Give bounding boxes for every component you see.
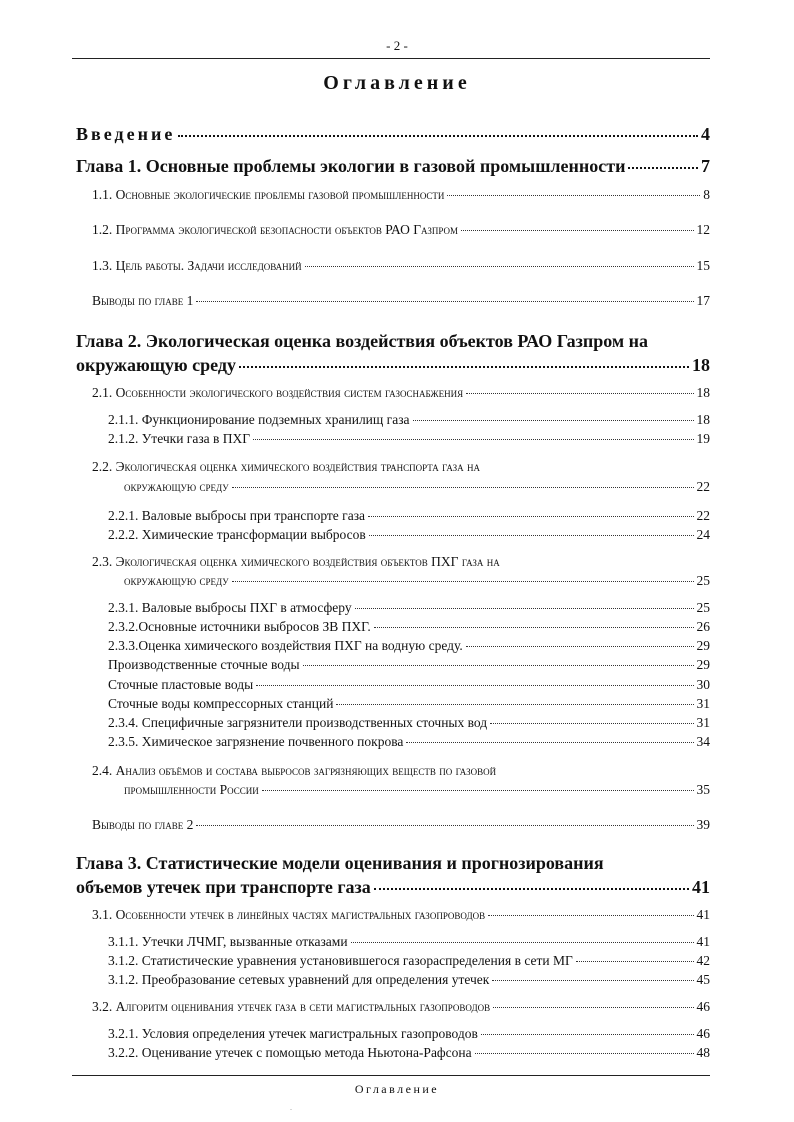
toc-label: Сточные пластовые воды bbox=[108, 677, 254, 692]
toc-page: 31 bbox=[696, 696, 710, 711]
toc-subsection-3-1-2a[interactable] bbox=[108, 953, 710, 969]
leader-dots bbox=[178, 134, 698, 137]
toc-page: 12 bbox=[696, 222, 710, 237]
toc-label: Введение bbox=[76, 124, 176, 144]
toc-subsection-2-3-2[interactable] bbox=[108, 619, 710, 635]
toc-item-compressor-wastewater[interactable] bbox=[108, 696, 710, 712]
toc-label: 2.3.1. Валовые выбросы ПХГ в атмосферу bbox=[108, 600, 352, 615]
leader-dots bbox=[481, 1033, 694, 1035]
toc-page: 8 bbox=[703, 187, 710, 202]
toc-subsection-2-2-2[interactable] bbox=[108, 527, 710, 543]
toc-page: 46 bbox=[696, 999, 710, 1014]
leader-dots bbox=[303, 664, 694, 666]
toc-page: 22 bbox=[696, 479, 710, 494]
toc-intro[interactable] bbox=[76, 124, 710, 145]
toc-label: окружающую среду bbox=[124, 479, 229, 494]
leader-dots bbox=[447, 194, 700, 196]
toc-label: Выводы по главе 1 bbox=[92, 293, 194, 308]
toc-page: 4 bbox=[701, 124, 710, 144]
toc-section-2-4-line1[interactable]: 2.4. Анализ объёмов и состава выбросов загрязняющих веществ по газовой bbox=[92, 763, 497, 778]
toc-label: 3.1.2. Статистические уравнения установившегося газораспределения в сети МГ bbox=[108, 953, 573, 968]
toc-chapter-2[interactable] bbox=[76, 355, 710, 376]
leader-dots bbox=[355, 607, 694, 609]
toc-page: 45 bbox=[696, 972, 710, 987]
toc-section-2-4[interactable] bbox=[124, 782, 710, 798]
toc-page: 35 bbox=[696, 782, 710, 797]
toc-label: окружающую среду bbox=[124, 573, 229, 588]
toc-page: 18 bbox=[696, 385, 710, 400]
toc-page: 39 bbox=[696, 817, 710, 832]
toc-label: 2.1.1. Функционирование подземных хранилищ газа bbox=[108, 412, 410, 427]
toc-chapter-3[interactable] bbox=[76, 877, 710, 898]
toc-page: 24 bbox=[696, 527, 710, 542]
toc-page: 41 bbox=[696, 934, 710, 949]
toc-label: окружающую среду bbox=[76, 355, 237, 375]
toc-section-2-2-line1[interactable]: 2.2. Экологическая оценка химического воздействия транспорта газа на bbox=[92, 459, 481, 474]
toc-chapter-2-line1[interactable]: Глава 2. Экологическая оценка воздействия объектов РАО Газпром на bbox=[76, 331, 648, 351]
toc-page: 48 bbox=[696, 1045, 710, 1060]
leader-dots bbox=[336, 703, 693, 705]
toc-page: 29 bbox=[696, 657, 710, 672]
leader-dots bbox=[576, 960, 694, 962]
toc-label: 2.3.5. Химическое загрязнение почвенного покрова bbox=[108, 734, 404, 749]
toc-section-1-1[interactable] bbox=[92, 187, 710, 203]
leader-dots bbox=[232, 486, 694, 488]
footer-rule bbox=[72, 1075, 710, 1076]
footer-title: Оглавление bbox=[354, 1082, 440, 1096]
leader-dots bbox=[256, 684, 693, 686]
toc-section-3-1[interactable] bbox=[92, 907, 710, 923]
toc-label: 3.2.2. Оценивание утечек с помощью метода Ньютона-Рафсона bbox=[108, 1045, 472, 1060]
toc-page: 18 bbox=[692, 355, 710, 375]
toc-label: Выводы по главе 2 bbox=[92, 817, 194, 832]
toc-subsection-3-2-2[interactable] bbox=[108, 1045, 710, 1061]
toc-label: 2.3.4. Специфичные загрязнители производственных сточных вод bbox=[108, 715, 488, 730]
toc-label: 2.2.1. Валовые выбросы при транспорте газа bbox=[108, 508, 366, 523]
toc-page: 30 bbox=[696, 677, 710, 692]
toc-subsection-2-1-2[interactable] bbox=[108, 431, 710, 447]
toc-page: 29 bbox=[696, 638, 710, 653]
toc-label: 3.1.1. Утечки ЛЧМГ, вызванные отказами bbox=[108, 934, 348, 949]
leader-dots bbox=[406, 741, 693, 743]
toc-subsection-2-3-3[interactable] bbox=[108, 638, 710, 654]
toc-page: 34 bbox=[696, 734, 710, 749]
toc-page: 22 bbox=[696, 508, 710, 523]
leader-dots bbox=[232, 580, 694, 582]
toc-label: 2.1. Особенности экологического воздействия систем газоснабжения bbox=[92, 385, 464, 400]
toc-label: 3.2. Алгоритм оценивания утечек газа в сети магистральных газопроводов bbox=[92, 999, 491, 1014]
toc-label: Глава 1. Основные проблемы экологии в газовой промышленности bbox=[76, 156, 626, 176]
toc-chapter-1[interactable] bbox=[76, 156, 710, 177]
toc-page: 25 bbox=[696, 573, 710, 588]
toc-item-production-wastewater[interactable] bbox=[108, 657, 710, 673]
toc-subsection-2-1-1[interactable] bbox=[108, 412, 710, 428]
toc-section-1-2[interactable] bbox=[92, 222, 710, 238]
toc-section-3-2[interactable] bbox=[92, 999, 710, 1015]
leader-dots bbox=[239, 365, 689, 368]
toc-page: 46 bbox=[696, 1026, 710, 1041]
toc-label: 1.1. Основные экологические проблемы газовой промышленности bbox=[92, 187, 445, 202]
toc-label: 2.3.3.Оценка химического воздействия ПХГ на водную среду. bbox=[108, 638, 463, 653]
toc-label: 1.2. Программа экологической безопасности объектов РАО Газпром bbox=[92, 222, 458, 237]
leader-dots bbox=[493, 1006, 693, 1008]
toc-conclusions-2[interactable] bbox=[92, 817, 710, 833]
toc-subsection-3-2-1[interactable] bbox=[108, 1026, 710, 1042]
leader-dots bbox=[413, 419, 694, 421]
toc-page: 25 bbox=[696, 600, 710, 615]
toc-section-2-2[interactable] bbox=[124, 479, 710, 495]
toc-page: 41 bbox=[692, 877, 710, 897]
leader-dots bbox=[368, 515, 693, 517]
leader-dots bbox=[492, 979, 693, 981]
leader-dots bbox=[196, 300, 693, 302]
toc-item-formation-wastewater[interactable] bbox=[108, 677, 710, 693]
toc-section-1-3[interactable] bbox=[92, 258, 710, 274]
leader-dots bbox=[351, 941, 694, 943]
leader-dots bbox=[253, 438, 693, 440]
toc-label: 2.1.2. Утечки газа в ПХГ bbox=[108, 431, 251, 446]
leader-dots bbox=[369, 534, 694, 536]
toc-page: 7 bbox=[701, 156, 710, 176]
toc-subsection-3-1-2b[interactable] bbox=[108, 972, 710, 988]
toc-label: промышленности России bbox=[124, 782, 259, 797]
leader-dots bbox=[461, 229, 694, 231]
leader-dots bbox=[196, 824, 693, 826]
toc-page: 17 bbox=[696, 293, 710, 308]
toc-label: Производственные сточные воды bbox=[108, 657, 300, 672]
page-number: - 2 - bbox=[386, 38, 408, 53]
toc-label: 1.3. Цель работы. Задачи исследований bbox=[92, 258, 302, 273]
toc-subsection-3-1-1[interactable] bbox=[108, 934, 710, 950]
toc-section-2-3[interactable] bbox=[124, 573, 710, 589]
toc-page: 15 bbox=[696, 258, 710, 273]
toc-label: 3.1.2. Преобразование сетевых уравнений для определения утечек bbox=[108, 972, 490, 987]
toc-label: 3.1. Особенности утечек в линейных частях магистральных газопроводов bbox=[92, 907, 486, 922]
leader-dots bbox=[488, 914, 693, 916]
toc-page: 26 bbox=[696, 619, 710, 634]
toc-page: 18 bbox=[696, 412, 710, 427]
toc-page: 31 bbox=[696, 715, 710, 730]
toc-page: 19 bbox=[696, 431, 710, 446]
toc-section-2-1[interactable] bbox=[92, 385, 710, 401]
toc-subsection-2-2-1[interactable] bbox=[108, 508, 710, 524]
toc-page: 42 bbox=[696, 953, 710, 968]
leader-dots bbox=[466, 645, 694, 647]
toc-label: объемов утечек при транспорте газа bbox=[76, 877, 371, 897]
toc-label: Сточные воды компрессорных станций bbox=[108, 696, 334, 711]
leader-dots bbox=[374, 626, 694, 628]
toc-label: 3.2.1. Условия определения утечек магистральных газопроводов bbox=[108, 1026, 478, 1041]
leader-dots bbox=[374, 887, 689, 890]
leader-dots bbox=[305, 265, 694, 267]
toc-subsection-2-3-4[interactable] bbox=[108, 715, 710, 731]
toc-label: 2.3.2.Основные источники выбросов ЗВ ПХГ. bbox=[108, 619, 371, 634]
toc-conclusions-1[interactable] bbox=[92, 293, 710, 309]
toc-section-2-3-line1[interactable]: 2.3. Экологическая оценка химического воздействия объектов ПХГ газа на bbox=[92, 554, 500, 569]
toc-chapter-3-line1[interactable]: Глава 3. Статистические модели оценивания и прогнозирования bbox=[76, 853, 604, 873]
scan-speck: . bbox=[290, 1103, 292, 1112]
leader-dots bbox=[490, 722, 693, 724]
toc-subsection-2-3-1[interactable] bbox=[108, 600, 710, 616]
toc-label: 2.2.2. Химические трансформации выбросов bbox=[108, 527, 366, 542]
page-title: Оглавление bbox=[323, 72, 471, 94]
leader-dots bbox=[475, 1052, 694, 1054]
leader-dots bbox=[466, 392, 693, 394]
leader-dots bbox=[262, 789, 694, 791]
toc-subsection-2-3-5[interactable] bbox=[108, 734, 710, 750]
leader-dots bbox=[628, 166, 698, 169]
toc-page: 41 bbox=[696, 907, 710, 922]
